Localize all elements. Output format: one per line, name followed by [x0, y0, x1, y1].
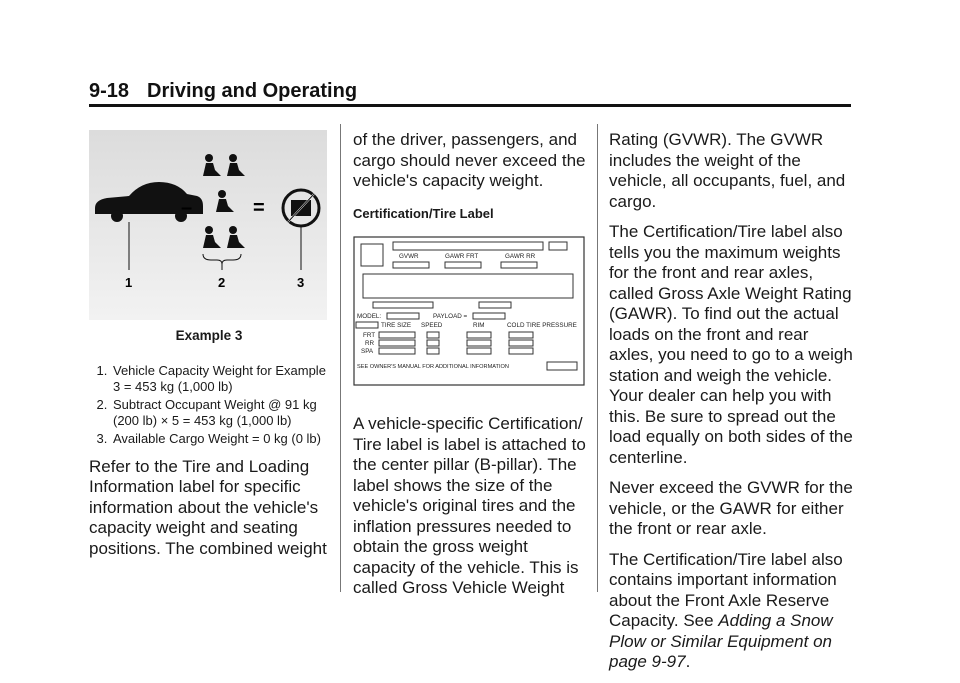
body-paragraph: The Certification/Tire label also tells you the maximum weights for the front and rear axles, called Gross Axle Weight Rating (GAWR). To find out the actual loads on the front and rear axles, you need to go to a weigh station and weigh the vehicle. Your dealer can help you with this. Be sure to spread out the load equally on both sides of the centerline.	[609, 222, 853, 467]
capacity-figure	[89, 130, 327, 320]
callout-1: 1	[125, 275, 133, 290]
column-divider	[340, 124, 341, 592]
section-number: 9-18	[89, 80, 130, 102]
label-footer: SEE OWNER'S MANUAL FOR ADDITIONAL INFORMATION	[357, 364, 509, 370]
label-speed: SPEED	[421, 322, 443, 329]
legend-item: 1. Vehicle Capacity Weight for Example 3 = 453 kg (1,000 lb)	[111, 363, 329, 395]
figure-legend	[89, 363, 329, 447]
column-1	[89, 130, 329, 569]
label-rr: RR	[365, 340, 375, 347]
no-cargo-icon	[283, 190, 319, 226]
figure-title: Certification/Tire Label	[353, 205, 494, 221]
body-paragraph: Refer to the Tire and Loading Information label for specific information about the vehicle's capacity weight and seating positions. The combined weight	[89, 456, 327, 558]
label-spa: SPA	[361, 348, 374, 355]
body-paragraph	[609, 550, 854, 673]
body-paragraph: of the driver, passengers, and cargo should never exceed the vehicle's capacity weight.	[353, 130, 586, 190]
page-header	[89, 80, 357, 103]
label-gawr-rr: GAWR RR	[505, 253, 536, 260]
label-payload: PAYLOAD =	[433, 313, 468, 320]
header-rule	[89, 104, 851, 107]
paragraph-end: .	[685, 652, 691, 671]
figure-caption: Example 3	[175, 328, 243, 343]
tire-label-illustration	[353, 236, 585, 386]
equals-sign: =	[253, 197, 265, 219]
minus-sign: –	[181, 197, 193, 219]
occupant-icon	[203, 154, 221, 176]
callout-2: 2	[218, 275, 226, 290]
tire-label-figure	[353, 236, 585, 386]
occupant-icon	[227, 226, 245, 248]
label-gawr-frt: GAWR FRT	[445, 253, 479, 260]
occupant-icon	[227, 154, 245, 176]
body-paragraph: Rating (GVWR). The GVWR includes the weight of the vehicle, all occupants, fuel, and cargo.	[609, 130, 846, 211]
label-gvwr: GVWR	[399, 253, 419, 260]
column-3	[609, 130, 854, 683]
legend-item: 3. Available Cargo Weight = 0 kg (0 lb)	[111, 431, 329, 447]
occupant-icon	[203, 226, 221, 248]
capacity-illustration	[89, 130, 327, 320]
occupant-icons	[203, 154, 245, 248]
label-tire-size: TIRE SIZE	[381, 322, 412, 329]
legend-item: 2. Subtract Occupant Weight @ 91 kg (200 lb) × 5 = 453 kg (1,000 lb)	[111, 397, 329, 429]
occupant-icon	[216, 190, 234, 212]
label-rim: RIM	[473, 322, 485, 329]
body-paragraph: A vehicle-specific Certification/ Tire label is label is attached to the center pillar (B-pillar). The label shows the size of the vehicle's original tires and the inflation pressures needed to obtain the gross weight capacity of the vehicle. This is called Gross Vehicle Weight	[353, 414, 586, 597]
section-title: Driving and Operating	[147, 80, 358, 102]
body-paragraph: Never exceed the GVWR for the vehicle, or the GAWR for either the front or rear axle.	[609, 478, 853, 538]
paragraph-text: The Certification/Tire label also contains important information about the Front Axle Reserve Capacity. See	[609, 549, 843, 630]
label-model: MODEL:	[357, 313, 382, 320]
callout-3: 3	[297, 275, 305, 290]
cross-reference-link[interactable]: Adding a Snow Plow or Similar Equipment on page 9-97	[609, 611, 833, 671]
label-cold-tire-pressure: COLD TIRE PRESSURE	[507, 322, 577, 329]
column-2	[353, 130, 593, 609]
column-divider	[597, 124, 598, 592]
label-frt: FRT	[363, 332, 376, 339]
